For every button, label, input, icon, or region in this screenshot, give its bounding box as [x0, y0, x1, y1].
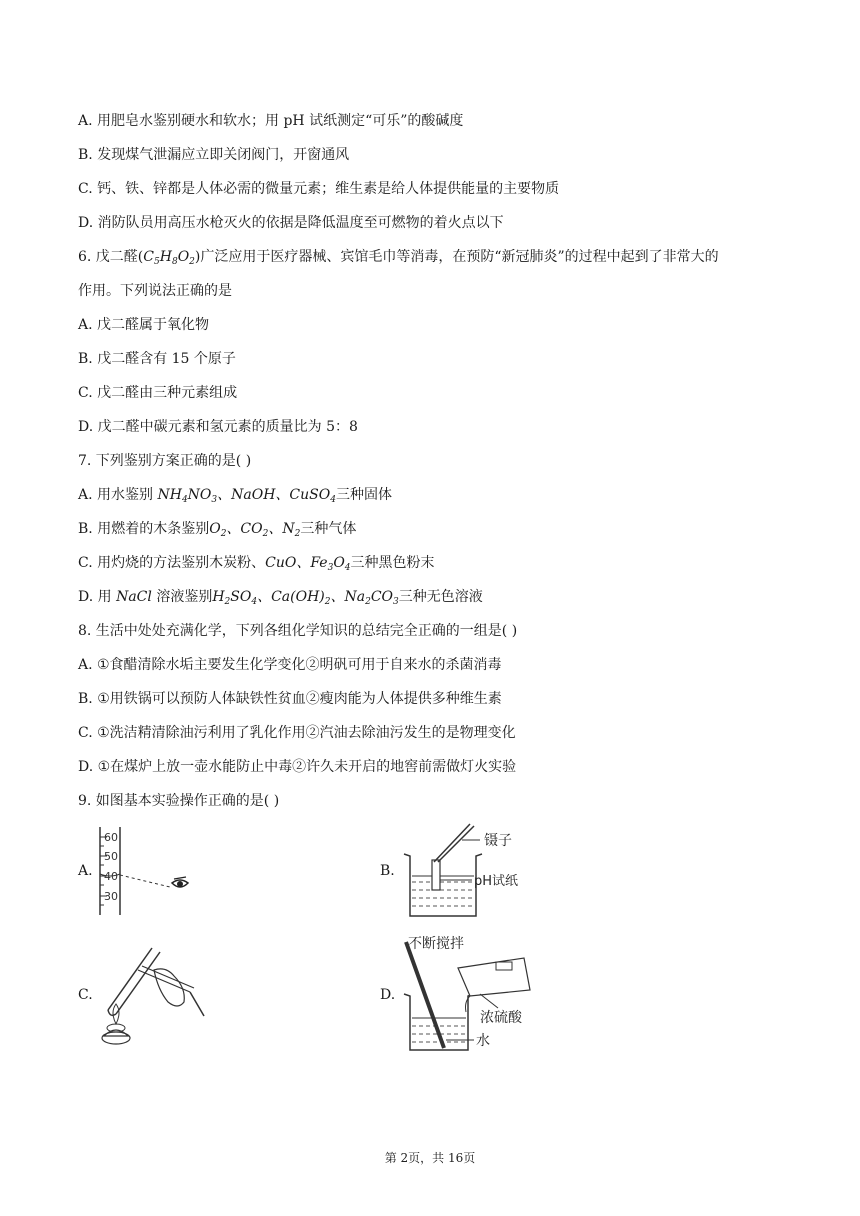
q7-option-b-text2: 三种气体: [300, 521, 357, 537]
q9-option-d-label: D.: [380, 987, 396, 1003]
stir-label: 不断搅拌: [408, 936, 464, 952]
q7-option-a: [78, 485, 392, 510]
q8-option-c: C. ①洗洁精清除油污利用了乳化作用②汽油去除油污发生的是物理变化: [78, 725, 516, 741]
acid-label: 浓硫酸: [480, 1010, 522, 1026]
q6-option-a: A. 戊二醛属于氧化物: [78, 317, 210, 333]
q7-option-d-text2: 溶液鉴别: [151, 589, 213, 605]
q7-stem: 7. 下列鉴别方案正确的是( ): [78, 453, 252, 469]
q9-option-a-label: A.: [78, 863, 93, 879]
q6-stem-part2: )广泛应用于医疗器械、宾馆毛巾等消毒，在预防“新冠肺炎”的过程中起到了非常大的: [194, 249, 719, 265]
ph-paper-label: pH试纸: [474, 874, 519, 889]
q6-formula: $C_5H_8O_2$: [143, 249, 195, 267]
q5-option-a-text: A. 用肥皂水鉴别硬水和软水；用 pH 试纸测定“可乐”的酸碱度: [78, 113, 464, 129]
q7-option-d-text3: 三种无色溶液: [398, 589, 483, 605]
q7-option-a-text1: A. 用水鉴别: [78, 487, 158, 503]
eye-icon: [172, 877, 188, 887]
graduated-cylinder-figure: [94, 825, 204, 917]
water-label: 水: [476, 1033, 490, 1049]
q6-option-c: C. 戊二醛由三种元素组成: [78, 385, 238, 401]
tick-60: 60: [104, 831, 118, 844]
q8-option-d: D. ①在煤炉上放一壶水能防止中毒②许久未开启的地窖前需做灯火实验: [78, 759, 517, 775]
tweezers-label: 镊子: [484, 833, 512, 849]
tick-40: 40: [104, 870, 118, 883]
q7-option-c: [78, 553, 435, 578]
q7b-formulas: $O_2$、$CO_2$、$N_2$: [209, 521, 301, 539]
q9-option-c-label: C.: [78, 987, 93, 1003]
ph-paper-beaker-figure: [400, 820, 540, 920]
page-footer: 第 2页，共 16页: [384, 1151, 476, 1165]
acid-dilution-figure: [400, 932, 560, 1054]
q5-option-a: [78, 111, 463, 131]
tick-50: 50: [104, 850, 118, 863]
q7a-formulas: $NH_4NO_3$、NaOH、CuSO$_4$: [157, 487, 336, 505]
q7-option-b-text1: B. 用燃着的木条鉴别: [78, 521, 210, 537]
q8-stem: 8. 生活中处处充满化学，下列各组化学知识的总结完全正确的一组是( ): [78, 623, 518, 639]
q8-option-b: B. ①用铁锅可以预防人体缺铁性贫血②瘦肉能为人体提供多种维生素: [78, 691, 502, 707]
q9-stem: 9. 如图基本实验操作正确的是( ): [78, 793, 280, 809]
q6-stem-part1: 6. 戊二醛(: [78, 249, 144, 265]
q7-option-d: [78, 587, 483, 612]
q5-option-b: B. 发现煤气泄漏应立即关闭阀门，开窗通风: [78, 147, 350, 163]
q7d-nacl: NaCl: [116, 589, 152, 605]
q9-option-b-label: B.: [380, 863, 395, 879]
q7-option-d-text1: D. 用: [78, 589, 117, 605]
q7-option-c-text2: 三种黑色粉末: [350, 555, 435, 571]
q7d-formulas: $H_2SO_4$、$Ca(OH)_2$、$Na_2CO_3$: [212, 589, 399, 607]
q6-option-d: D. 戊二醛中碳元素和氢元素的质量比为 5：8: [78, 419, 358, 435]
q7-option-b: [78, 519, 356, 544]
q5-option-c: C. 钙、铁、锌都是人体必需的微量元素；维生素是给人体提供能量的主要物质: [78, 181, 560, 197]
q8-option-a: A. ①食醋清除水垢主要发生化学变化②明矾可用于自来水的杀菌消毒: [78, 657, 502, 673]
q6-stem-line2: 作用。下列说法正确的是: [78, 283, 232, 299]
q6-option-b: B. 戊二醛含有 15 个原子: [78, 351, 236, 367]
q7-option-c-text1: C. 用灼烧的方法鉴别木炭粉、: [78, 555, 266, 571]
q5-option-d: D. 消防队员用高压水枪灭火的依据是降低温度至可燃物的着火点以下: [78, 215, 504, 231]
tick-30: 30: [104, 890, 118, 903]
q7-option-a-text2: 三种固体: [335, 487, 392, 503]
q6-stem-line1: [78, 247, 719, 272]
test-tube-heating-figure: [94, 940, 214, 1048]
q7c-formulas: CuO、$Fe_3O_4$: [265, 555, 351, 573]
